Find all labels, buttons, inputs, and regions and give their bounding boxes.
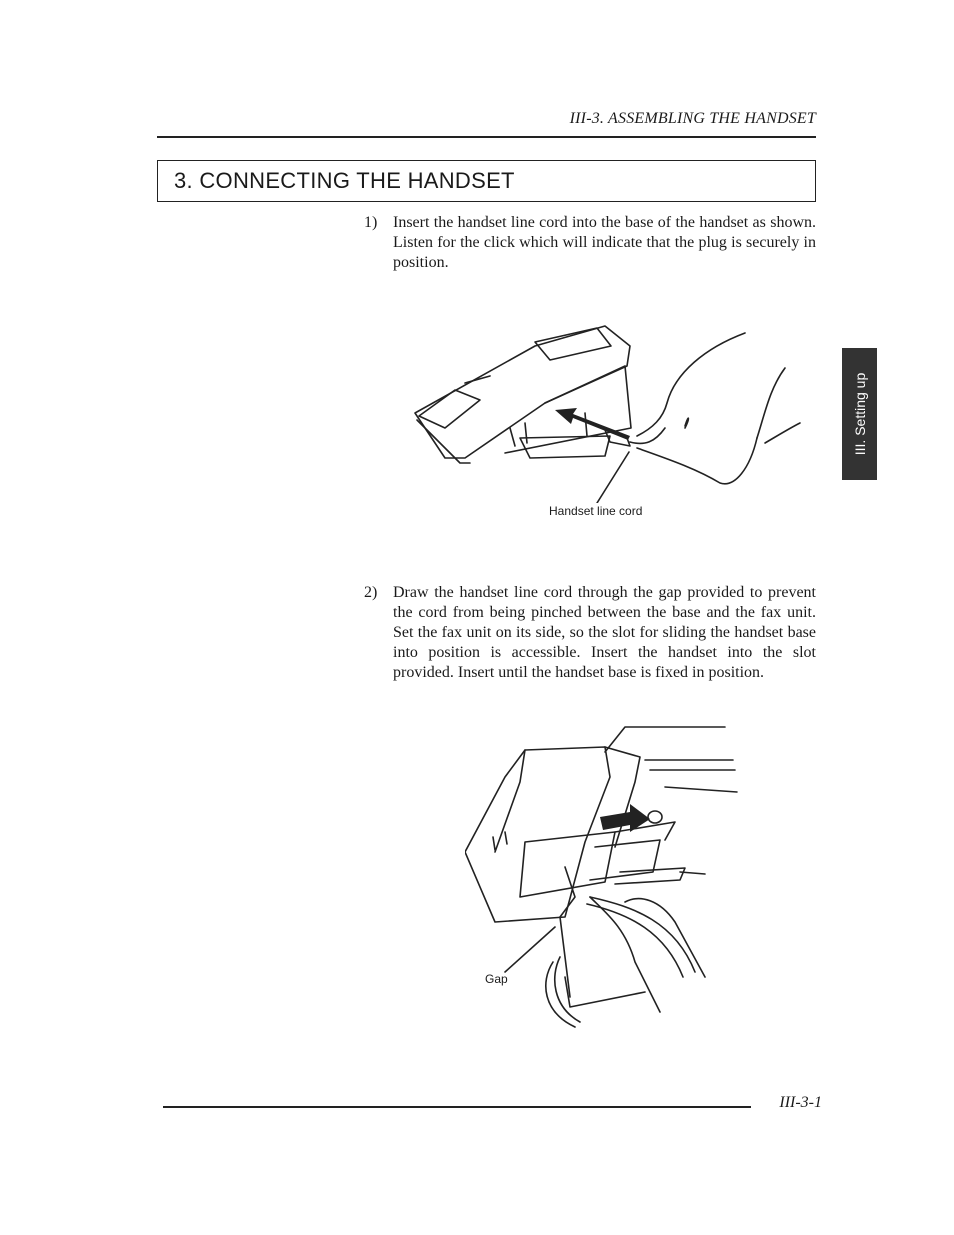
step-number: 1) [364, 214, 378, 231]
figure-handset-cord [405, 318, 805, 503]
step-text: Insert the handset line cord into the base of the handset as shown. Listen for the click which will indicate that the plug is securely in position. [393, 214, 816, 271]
handset-insert-cord-illustration [405, 318, 805, 503]
step-number: 2) [364, 584, 378, 601]
figure-handset-base-slot [465, 722, 740, 1037]
handset-base-slot-illustration [465, 722, 740, 1037]
section-title: 3. CONNECTING THE HANDSET [174, 168, 515, 193]
side-tab-label: III. Setting up [851, 372, 868, 456]
step-text: Draw the handset line cord through the gap provided to prevent the cord from being pinched between the base and the fax unit. Set the fax unit on its side, so the slot for sliding the handset base into position is accessible. Insert the handset into the slot provided. Insert until the handset base is fixed in position. [393, 584, 816, 681]
running-header: III-3. ASSEMBLING THE HANDSET [569, 110, 816, 127]
figure-2-caption: Gap [485, 972, 508, 986]
header-rule [157, 136, 816, 138]
page-number: III-3-1 [779, 1094, 822, 1111]
figure-1-caption: Handset line cord [549, 504, 643, 518]
footer-rule [163, 1106, 751, 1108]
section-title-box [157, 160, 816, 202]
chapter-side-tab [842, 348, 877, 480]
